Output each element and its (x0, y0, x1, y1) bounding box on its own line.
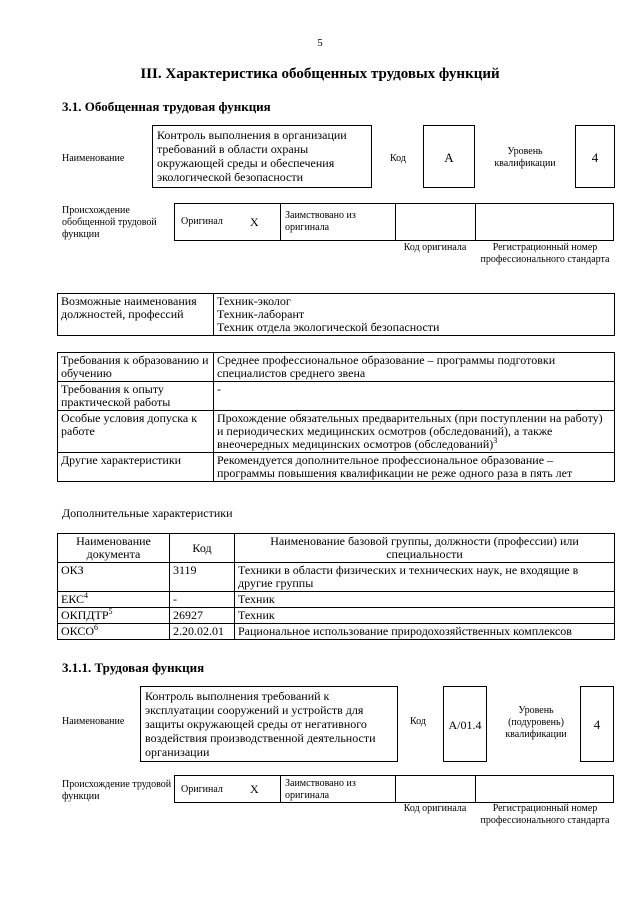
tf-reg-number-caption: Регистрационный номер профессионального стандарта (480, 803, 610, 826)
position-item: Техник-лаборант (217, 307, 305, 321)
extra-row (58, 592, 615, 608)
extra-code: 2.20.02.01 (170, 624, 235, 640)
gtf-reg-number-caption: Регистрационный номер профессионального стандарта (480, 242, 610, 265)
footnote-ref: 5 (108, 607, 113, 616)
tf-level-label: Уровень (подуровень) квалификации (505, 705, 567, 740)
tf-original-label: Оригинал (181, 784, 223, 795)
extra-doc-text: ЕКС (61, 592, 85, 606)
gtf-origin-label: Происхождение обобщенной трудовой функции (62, 205, 157, 240)
gtf-original-mark: X (250, 215, 259, 229)
gtf-heading: 3.1. Обобщенная трудовая функция (62, 99, 271, 114)
extra-code: - (170, 592, 235, 608)
tf-code-label: Код (410, 716, 426, 727)
extra-header-name: Наименование базовой группы, должности (профессии) или специальности (235, 534, 615, 563)
extra-header-doc: Наименование документа (58, 534, 170, 563)
footnote-ref: 6 (94, 623, 99, 632)
tf-origin-row (174, 775, 614, 803)
tf-divider-2 (395, 775, 396, 803)
footnote-ref: 4 (84, 591, 89, 600)
requirement-value (214, 411, 615, 453)
tf-divider-3 (475, 775, 476, 803)
gtf-divider-2 (395, 203, 396, 241)
positions-table (57, 293, 615, 336)
extra-doc (58, 624, 170, 640)
gtf-level-value: 4 (575, 125, 615, 188)
tf-borrowed-label: Заимствовано из оригинала (285, 778, 356, 801)
extra-code: 26927 (170, 608, 235, 624)
tf-name-value: Контроль выполнения требований к эксплуатации сооружений и устройств для защиты окружающей среды от негативного воздействия производственной деятельности организации (140, 686, 398, 762)
requirement-row (58, 453, 615, 482)
gtf-level-label: Уровень квалификации (494, 146, 556, 169)
page-number: 5 (317, 37, 323, 49)
extra-row (58, 624, 615, 640)
extra-heading: Дополнительные характеристики (62, 506, 233, 520)
requirement-row (58, 353, 615, 382)
requirements-table (57, 352, 615, 482)
gtf-origin-code-caption: Код оригинала (403, 242, 467, 253)
extra-name: Техник (235, 592, 615, 608)
requirement-row (58, 382, 615, 411)
position-item: Техник отдела экологической безопасности (217, 320, 440, 334)
requirement-value-text: Прохождение обязательных предварительных (при поступлении на работу) и периодических медицинских осмотров (обследований), а также внеочередных медицинских осмотров (обследований) (217, 411, 603, 451)
extra-header-code: Код (170, 534, 235, 563)
requirement-value: - (214, 382, 615, 411)
tf-name-label: Наименование (62, 716, 125, 727)
requirement-value: Рекомендуется дополнительное профессиональное образование – программы повышения квалификации не реже одного раза в пять лет (214, 453, 615, 482)
positions-label: Возможные наименования должностей, профессий (58, 294, 214, 336)
position-item: Техник-эколог (217, 294, 291, 308)
tf-original-mark: X (250, 782, 259, 796)
gtf-divider-1 (280, 203, 281, 241)
tf-level-value: 4 (580, 686, 614, 762)
requirement-value: Среднее профессиональное образование – программы подготовки специалистов среднего звена (214, 353, 615, 382)
extra-name: Рациональное использование природохозяйственных комплексов (235, 624, 615, 640)
extra-name: Техник (235, 608, 615, 624)
extra-doc (58, 608, 170, 624)
gtf-divider-3 (475, 203, 476, 241)
extra-doc (58, 563, 170, 592)
extra-doc (58, 592, 170, 608)
extra-row (58, 563, 615, 592)
extra-doc-text: ОКПДТР (61, 608, 109, 622)
section-title: III. Характеристика обобщенных трудовых функций (140, 66, 500, 82)
extra-doc-text: ОКСО (61, 624, 95, 638)
gtf-name-label: Наименование (62, 153, 125, 164)
tf-heading: 3.1.1. Трудовая функция (62, 660, 205, 675)
extra-name: Техники в области физических и технических наук, не входящие в другие группы (235, 563, 615, 592)
extra-code: 3119 (170, 563, 235, 592)
tf-code-value: A/01.4 (443, 686, 487, 762)
requirement-label: Требования к опыту практической работы (58, 382, 214, 411)
extra-header-row (58, 534, 615, 563)
gtf-origin-row (174, 203, 614, 241)
requirement-label: Особые условия допуска к работе (58, 411, 214, 453)
tf-origin-code-caption: Код оригинала (403, 803, 467, 814)
extra-row (58, 608, 615, 624)
gtf-name-value: Контроль выполнения в организации требований в области охраны окружающей среды и обеспечения экологической безопасности (152, 125, 372, 188)
footnote-ref: 3 (493, 436, 498, 445)
requirement-row (58, 411, 615, 453)
gtf-code-label: Код (390, 153, 406, 164)
positions-values (214, 294, 615, 336)
extra-doc-text: ОКЗ (61, 563, 84, 577)
requirement-label: Другие характеристики (58, 453, 214, 482)
requirement-label: Требования к образованию и обучению (58, 353, 214, 382)
tf-origin-label: Происхождение трудовой функции (62, 779, 172, 802)
extra-table (57, 533, 615, 640)
tf-divider-1 (280, 775, 281, 803)
gtf-original-label: Оригинал (181, 216, 223, 227)
gtf-borrowed-label: Заимствовано из оригинала (285, 210, 356, 233)
gtf-code-value: A (423, 125, 475, 188)
